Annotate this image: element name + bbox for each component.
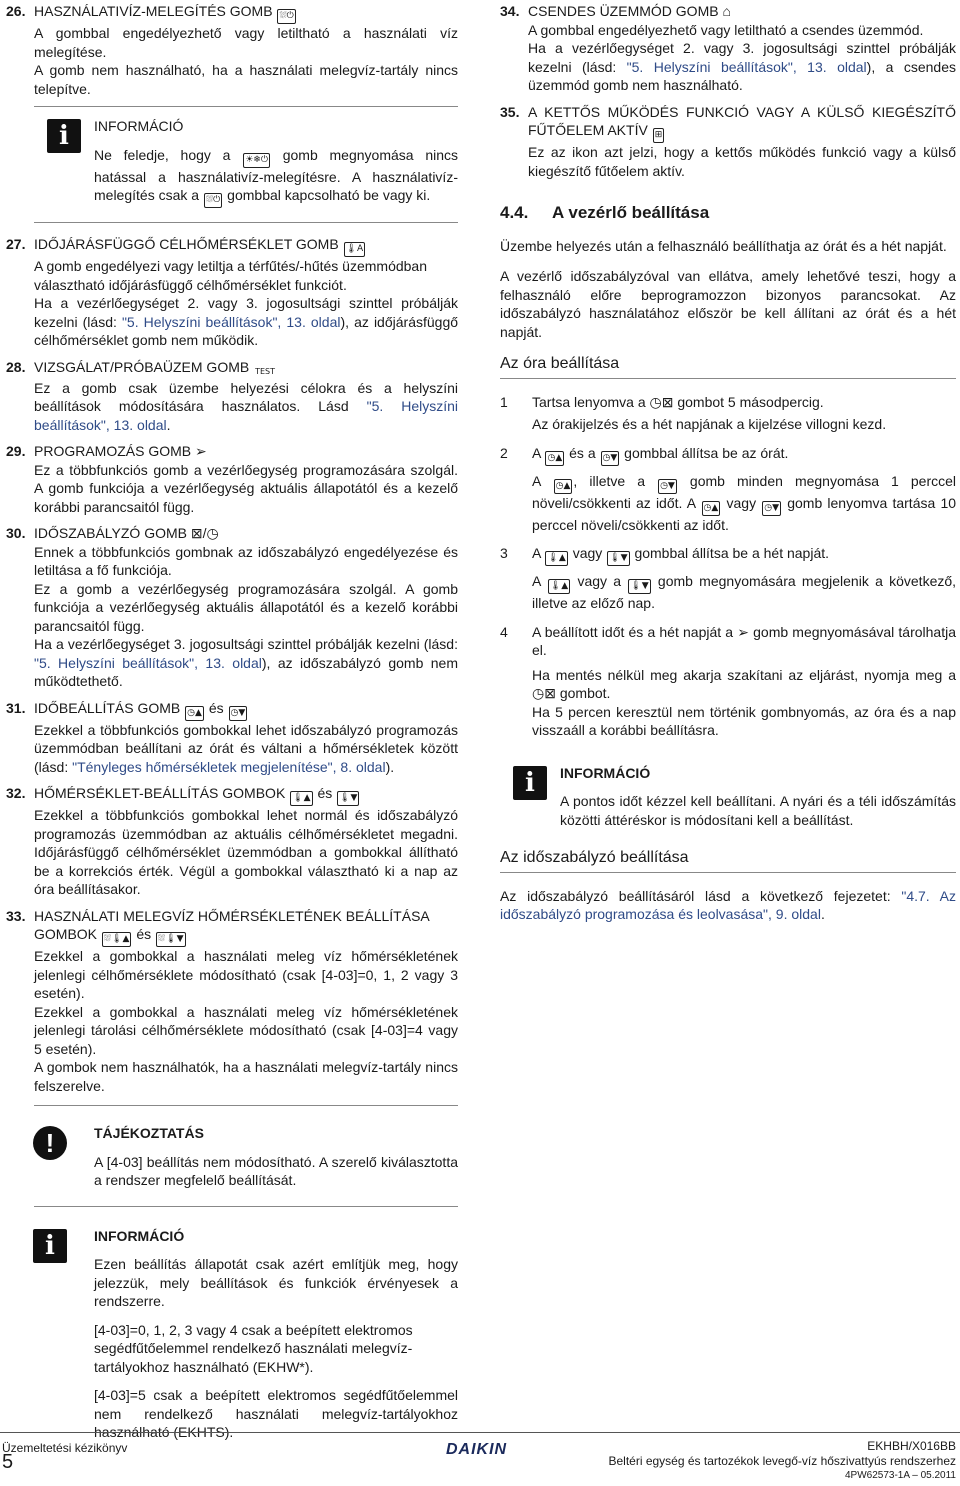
page-link[interactable]: "5. Helyszíni beállítások", 13. oldal	[121, 313, 341, 330]
section-text: .	[820, 906, 825, 922]
step-number: 3	[500, 545, 508, 561]
step-text: Az órakijelzés és a hét napjának a kijelzése villogni kezd.	[532, 416, 887, 432]
clock-timer-icon: ◷⊠	[532, 685, 556, 701]
step-text: gomb megnyomásával tárolhatja el.	[532, 623, 956, 658]
item-text: .	[166, 416, 171, 433]
section-text: Üzembe helyezés után a felhasználó beállíthatja az órát és a hét napját.	[500, 237, 947, 254]
step-2	[500, 444, 956, 535]
divider	[34, 222, 458, 223]
info-heading: INFORMÁCIÓ	[94, 118, 184, 134]
section-heading	[500, 204, 956, 223]
item-number: 33.	[6, 907, 26, 924]
item-33	[6, 907, 458, 1096]
item-26	[6, 2, 458, 98]
clock-down-icon: ◷▼	[658, 479, 677, 494]
item-title: CSENDES ÜZEMMÓD GOMB	[528, 3, 719, 19]
step-text: Tartsa lenyomva a	[532, 393, 646, 410]
step-number: 2	[500, 444, 508, 461]
info-text: Ne feledje, hogy a	[94, 146, 231, 163]
item-number: 27.	[6, 236, 26, 252]
info-heading: INFORMÁCIÓ	[560, 764, 651, 781]
temp-down-icon: 🌡▼	[607, 551, 629, 566]
page-link[interactable]: "5. Helyszíni beállítások", 13. oldal	[34, 398, 458, 433]
item-text: Ezekkel a többfunkciós gombokkal lehet időszabályzó programozás üzemmódban beállítani az órát és váltani a hőmérsékletek között (lásd:	[34, 721, 458, 775]
info-icon: i	[47, 119, 81, 153]
footer-manual-title: Üzemeltetési kézikönyv	[2, 1441, 128, 1455]
temp-up-icon: 🌡▲	[545, 551, 567, 566]
warning-icon: !	[33, 1126, 67, 1160]
info-text: [4-03]=5 csak a beépített elektromos segédfűtőelemmel nem rendelkező használati melegvíz-tartályokhoz használható (EKHTS).	[94, 1387, 458, 1440]
item-29	[6, 442, 458, 516]
clock-down-icon: ◷▼	[229, 706, 248, 721]
info-box	[6, 1217, 458, 1448]
weather-dependent-icon: 🌡A	[344, 242, 366, 257]
item-text: A gomb nem használható, ha a használati melegvíz-tartály nincs telepítve.	[34, 62, 458, 97]
info-box	[34, 106, 458, 214]
divider	[34, 1206, 458, 1207]
step-text: A	[532, 573, 541, 589]
step-3	[500, 544, 956, 613]
step-text: gomb lenyomva tartása 10 perccel növeli/csökkenti az időt.	[532, 494, 957, 533]
item-text: és	[136, 926, 152, 942]
warning-box	[6, 1114, 458, 1196]
item-text: Ennek a többfunkciós gombnak az időszabályzó engedélyezése és letiltása a fő funkciója.	[34, 543, 458, 578]
item-number: 30.	[6, 525, 26, 541]
item-27	[6, 235, 458, 350]
item-31	[6, 699, 458, 777]
step-text: gombot.	[559, 685, 611, 701]
warning-text: A [4-03] beállítás nem módosítható. A szerelő kiválasztotta a rendszer megfelelő beállítását.	[94, 1153, 458, 1188]
info-text: Ezen beállítás állapotát csak azért említjük meg, hogy jelezzük, mely beállítások és funkciók érvényesek a rendszerre.	[94, 1256, 458, 1309]
item-28	[6, 358, 458, 435]
item-text: ), a csendes üzemmód gomb nem használható.	[528, 58, 956, 93]
page-link[interactable]: "4.7. Az időszabályzó programozása és leolvasása", 9. oldal	[500, 887, 956, 922]
item-text: ), az időszabályzó gomb nem működtethető.	[34, 654, 459, 689]
subsection-title: Az óra beállítása	[500, 355, 956, 379]
clock-down-icon: ◷▼	[601, 451, 620, 466]
item-text: Ez a gomb a vezérlőegység programozására szolgál. A gomb funkciója a vezérlőegység aktuális állapotától és a kezelő korábbi parancsaitól függ.	[34, 580, 458, 634]
step-text: A	[532, 472, 541, 489]
info-box	[500, 754, 956, 836]
dhw-power-icon: ⛆⏻	[277, 9, 295, 24]
info-heading: INFORMÁCIÓ	[94, 1227, 185, 1244]
item-number: 31.	[6, 699, 26, 716]
item-number: 28.	[6, 358, 26, 375]
dhw-temp-up-icon: ⛆🌡▲	[102, 932, 132, 947]
item-title: HASZNÁLATIVÍZ-MELEGÍTÉS GOMB	[34, 3, 273, 19]
info-text: [4-03]=0, 1, 2, 3 vagy 4 csak a beépített elektromos segédfűtőelemmel rendelkező használati melegvíz-tartályokhoz használható (EKHW*).	[94, 1321, 413, 1375]
item-number: 35.	[500, 103, 520, 120]
item-text: A gombok nem használhatók, ha a használati melegvíz-tartály nincs felszerelve.	[34, 1059, 458, 1094]
left-column	[6, 2, 458, 1456]
clock-up-icon: ◷▲	[185, 706, 204, 721]
item-number: 32.	[6, 785, 26, 801]
footer-doc-code: 4PW62573-1A – 05.2011	[844, 1470, 956, 1481]
clock-up-icon: ◷▲	[545, 451, 564, 466]
step-text: gomb megnyomására megjelenik a következő, illetve az előző nap.	[532, 573, 957, 611]
item-title: HASZNÁLATI MELEGVÍZ HŐMÉRSÉKLETÉNEK BEÁLLÍTÁSA GOMBOK	[34, 907, 429, 942]
program-icon: ➢	[195, 443, 207, 459]
item-text: és	[208, 699, 224, 716]
section-text: Az időszabályzó beállításáról lásd a következő fejezetet:	[500, 887, 902, 904]
page-link[interactable]: "Tényleges hőmérsékletek megjelenítése", 8. oldal	[72, 758, 386, 775]
item-text: és	[317, 785, 333, 801]
temp-up-icon: 🌡▲	[290, 791, 312, 806]
heating-cooling-icon: ☀❄⏻	[243, 153, 270, 168]
page-footer	[0, 1432, 960, 1481]
step-text: gombbal állítsa be az órát.	[624, 444, 789, 461]
info-text: gomb megnyomása nincs hatással a használativíz-melegítésre. A használativíz-melegítés csak a	[94, 146, 458, 203]
temp-down-icon: 🌡▼	[337, 791, 359, 806]
page-number: 5	[2, 1451, 14, 1473]
item-text: ), az időjárásfüggő célhőmérséklet gomb nem működik.	[34, 313, 459, 348]
page-link[interactable]: "5. Helyszíni beállítások", 13. oldal	[626, 58, 867, 75]
step-text: gombot 5 másodpercig.	[677, 393, 824, 410]
item-number: 26.	[6, 3, 26, 19]
item-text: Ez a többfunkciós gomb a vezérlőegység programozására szolgál. A gomb funkciója a vezérlőegység aktuális állapotától és a kezelő korábbi parancsaitól függ.	[34, 461, 458, 515]
item-text: Ez a gomb csak üzembe helyezési célokra és a helyszíni beállítások módosítására használatos. Lásd	[34, 379, 458, 414]
step-text: gombbal állítsa be a hét napját.	[634, 545, 830, 561]
step-text: és a	[569, 444, 596, 461]
item-title: IDŐJÁRÁSFÜGGŐ CÉLHŐMÉRSÉKLET GOMB	[34, 236, 339, 252]
clock-up-icon: ◷▲	[702, 501, 721, 516]
footer-model: EKHBH/X016BB	[867, 1439, 956, 1453]
section-title: A vezérlő beállítása	[552, 203, 710, 222]
brand-logo: DAIKIN	[446, 1441, 508, 1458]
item-title: VIZSGÁLAT/PRÓBAÜZEM GOMB	[34, 358, 250, 375]
item-number: 34.	[500, 3, 520, 19]
clock-timer-icon: ◷⊠	[649, 393, 674, 410]
temp-down-icon: 🌡▼	[628, 579, 650, 594]
section-text: A vezérlő időszabályzóval van ellátva, amely lehetővé teszi, hogy a felhasználó előre beprogramozzon bizonyos parancsokat. Az időszabályzó használatához először be kell állítani az órát és a hét napját.	[500, 268, 956, 340]
item-text: Ez az ikon azt jelzi, hogy a kettős működés funkció vagy a külső kiegészítő fűtőelem aktív.	[528, 144, 956, 179]
item-32	[6, 784, 458, 899]
step-1	[500, 393, 956, 434]
step-4	[500, 623, 956, 740]
step-text: vagy	[726, 494, 757, 511]
step-text: A beállított időt és a hét napját a	[532, 623, 734, 640]
item-30	[6, 524, 458, 691]
item-text: Ha a vezérlőegységet 2. vagy 3. jogosultsági szinttel próbálják kezelni (lásd:	[528, 40, 956, 75]
step-text: vagy	[572, 545, 603, 561]
clock-up-icon: ◷▲	[554, 479, 573, 494]
dhw-temp-down-icon: ⛆🌡▼	[156, 932, 186, 947]
divider	[34, 1105, 458, 1106]
step-text: vagy a	[577, 573, 622, 589]
info-icon: i	[513, 766, 547, 800]
info-icon: i	[33, 1229, 67, 1263]
clock-down-icon: ◷▼	[762, 501, 781, 516]
step-text: gomb minden megnyomása 1 perccel növeli/csökkenti az időt. A	[532, 472, 957, 511]
test-icon: TEST	[255, 366, 276, 376]
item-text: Ezekkel a többfunkciós gombokkal lehet normál és időszabályzó programozás üzemmódban az aktuális célhőmérsékletet megadni. Időjárásfüggő célhőmérséklet üzemmódban a gombokkal állítható be a korrekciós érték. Végül a gombokkal választható ki a nap az óra beállításakor.	[34, 807, 458, 897]
page-link[interactable]: "5. Helyszíni beállítások", 13. oldal	[34, 654, 262, 671]
timer-icon: ⊠/◷	[190, 525, 219, 541]
item-title: PROGRAMOZÁS GOMB	[34, 443, 192, 459]
warning-heading: TÁJÉKOZTATÁS	[94, 1125, 204, 1141]
item-title: IDŐBEÁLLÍTÁS GOMB	[34, 699, 181, 716]
section-number: 4.4.	[500, 203, 529, 222]
item-text: Ezekkel a gombokkal a használati meleg víz hőmérsékletének jelenlegi célhőmérséklete módosítható (csak [4-03]=0, 1, 2 vagy 3 esetén).	[34, 948, 458, 1001]
item-title: HŐMÉRSÉKLET-BEÁLLÍTÁS GOMBOK	[34, 785, 286, 801]
item-text: A gombbal engedélyezhető vagy letiltható a használati víz melegítése.	[34, 25, 458, 60]
item-text: ).	[385, 758, 395, 775]
step-text: A	[532, 545, 541, 561]
step-text: A	[532, 444, 541, 461]
bivalent-icon: ⊞	[653, 128, 665, 143]
item-title: A KETTŐS MŰKÖDÉS FUNKCIÓ VAGY A KÜLSŐ KIEGÉSZÍTŐ FŰTŐELEM AKTÍV	[528, 103, 956, 138]
temp-up-icon: 🌡▲	[548, 579, 570, 594]
item-title: IDŐSZABÁLYZÓ GOMB	[34, 525, 187, 541]
step-text: Ha 5 percen keresztül nem történik gombnyomás, az óra és a nap visszaáll a korábbi beállításra.	[532, 703, 956, 738]
item-34	[500, 2, 956, 95]
item-text: A gomb engedélyezi vagy letiltja a térfűtés/-hűtés üzemmódban választható időjárásfüggő célhőmérséklet funkciót.	[34, 258, 428, 293]
item-text: A gombbal engedélyezhető vagy letiltható a csendes üzemmód.	[528, 21, 924, 38]
item-35	[500, 103, 956, 181]
program-icon: ➢	[737, 623, 749, 640]
step-text: , illetve a	[573, 472, 645, 489]
quiet-mode-icon: ⌂	[722, 3, 731, 19]
step-number: 4	[500, 623, 508, 640]
step-text: Ha mentés nélkül meg akarja szakítani az eljárást, nyomja meg a	[532, 666, 956, 683]
info-text: A pontos időt kézzel kell beállítani. A nyári és a téli időszámítás közötti áttéréskor is módosítani kell a beállítást.	[560, 793, 956, 828]
item-text: Ha a vezérlőegységet 3. jogosultsági szinttel próbálják kezelni (lásd:	[34, 636, 458, 652]
item-number: 29.	[6, 443, 26, 459]
info-text: gombbal kapcsolható be vagy ki.	[227, 187, 431, 203]
right-column	[500, 2, 956, 924]
item-text: Ezekkel a gombokkal a használati meleg víz hőmérsékletének jelenlegi tárolási célhőmérséklete módosítható (csak [4-03]=4 vagy 5 esetén).	[34, 1003, 458, 1057]
item-text: Ha a vezérlőegységet 2. vagy 3. jogosultsági szinttel próbálják kezelni (lásd:	[34, 295, 458, 330]
dhw-power-icon: ⛆⏻	[204, 193, 222, 208]
step-number: 1	[500, 393, 508, 410]
subsection-title: Az időszabályzó beállítása	[500, 849, 956, 873]
footer-product: Beltéri egység és tartozékok levegő-víz hőszivattyús rendszerhez	[608, 1454, 956, 1468]
